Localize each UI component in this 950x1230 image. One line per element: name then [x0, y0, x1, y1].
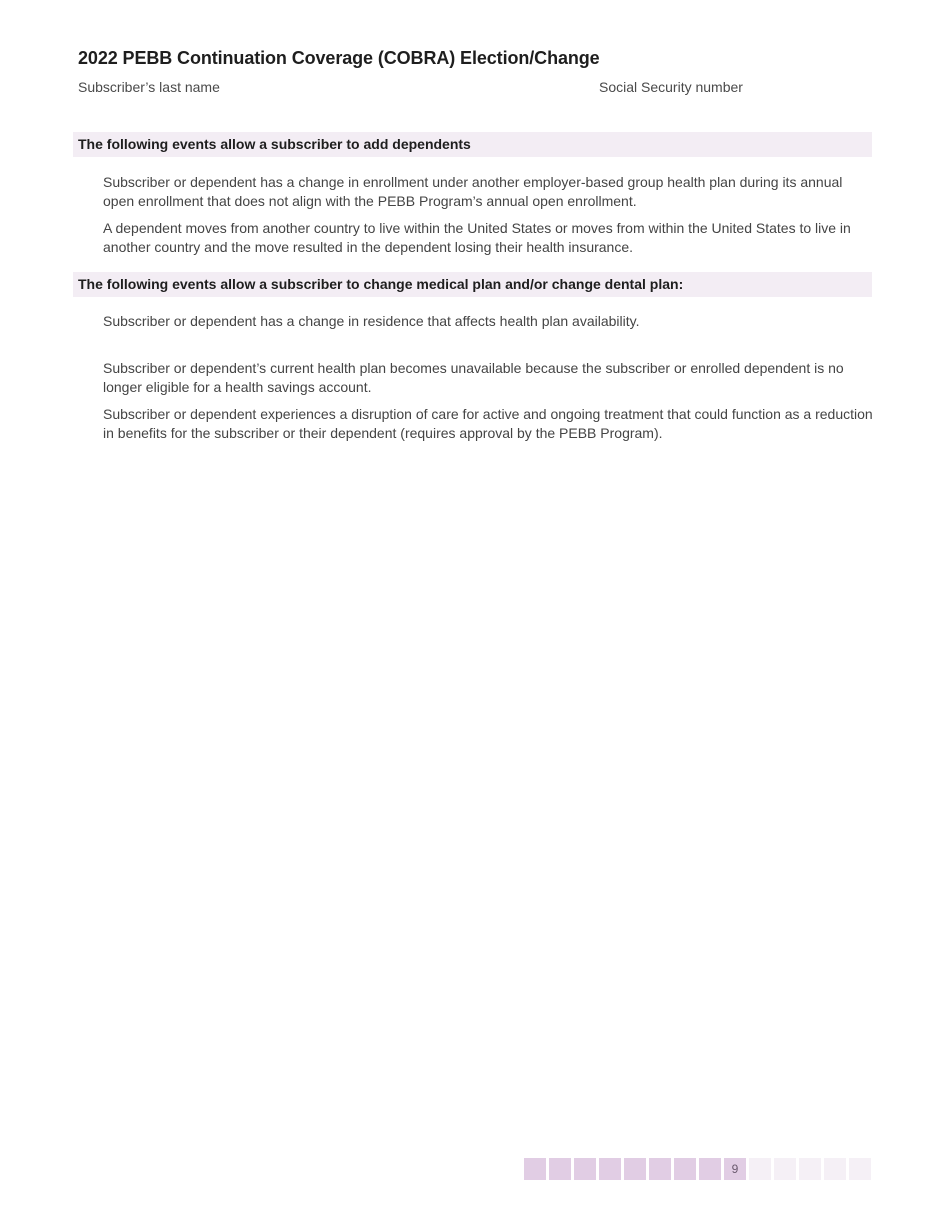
page-box-future	[849, 1158, 871, 1180]
page-box-future	[774, 1158, 796, 1180]
last-name-label: Subscriber’s last name	[78, 79, 220, 95]
event-item: A dependent moves from another country to live within the United States or moves from within the United States to live in another country and the move resulted in the dependent losing their health insurance.	[103, 220, 851, 255]
page-title: 2022 PEBB Continuation Coverage (COBRA) Election/Change	[78, 48, 600, 68]
page-box-past	[574, 1158, 596, 1180]
page-progress-tracker	[524, 1158, 871, 1180]
event-item: Subscriber or dependent’s current health plan becomes unavailable because the subscriber or enrolled dependent is no longer eligible for a health savings account.	[103, 360, 844, 395]
page-number: 9	[724, 1158, 746, 1180]
event-item: Subscriber or dependent has a change in enrollment under another employer-based group health plan during its annual open enrollment that does not align with the PEBB Program’s annual open enrollment.	[103, 174, 843, 209]
event-item: Subscriber or dependent experiences a disruption of care for active and ongoing treatment that could function as a reduction in benefits for the subscriber or their dependent (requires approval by the PEBB Program).	[103, 406, 873, 441]
page-box-past	[624, 1158, 646, 1180]
section-heading-text: The following events allow a subscriber to change medical plan and/or change dental plan:	[78, 276, 684, 292]
page-box-past	[674, 1158, 696, 1180]
page-box-past	[549, 1158, 571, 1180]
section-heading-text: The following events allow a subscriber to add dependents	[78, 136, 471, 152]
page-box-past	[524, 1158, 546, 1180]
page-box-future	[824, 1158, 846, 1180]
ssn-label: Social Security number	[599, 79, 743, 95]
page-box-past	[599, 1158, 621, 1180]
page-box-future	[749, 1158, 771, 1180]
event-item: Subscriber or dependent has a change in residence that affects health plan availability.	[103, 313, 640, 329]
page-box-past	[649, 1158, 671, 1180]
section-heading-add-dependents	[73, 132, 872, 157]
section-heading-change-plan	[73, 272, 872, 297]
page-box-past	[699, 1158, 721, 1180]
page-box-future	[799, 1158, 821, 1180]
